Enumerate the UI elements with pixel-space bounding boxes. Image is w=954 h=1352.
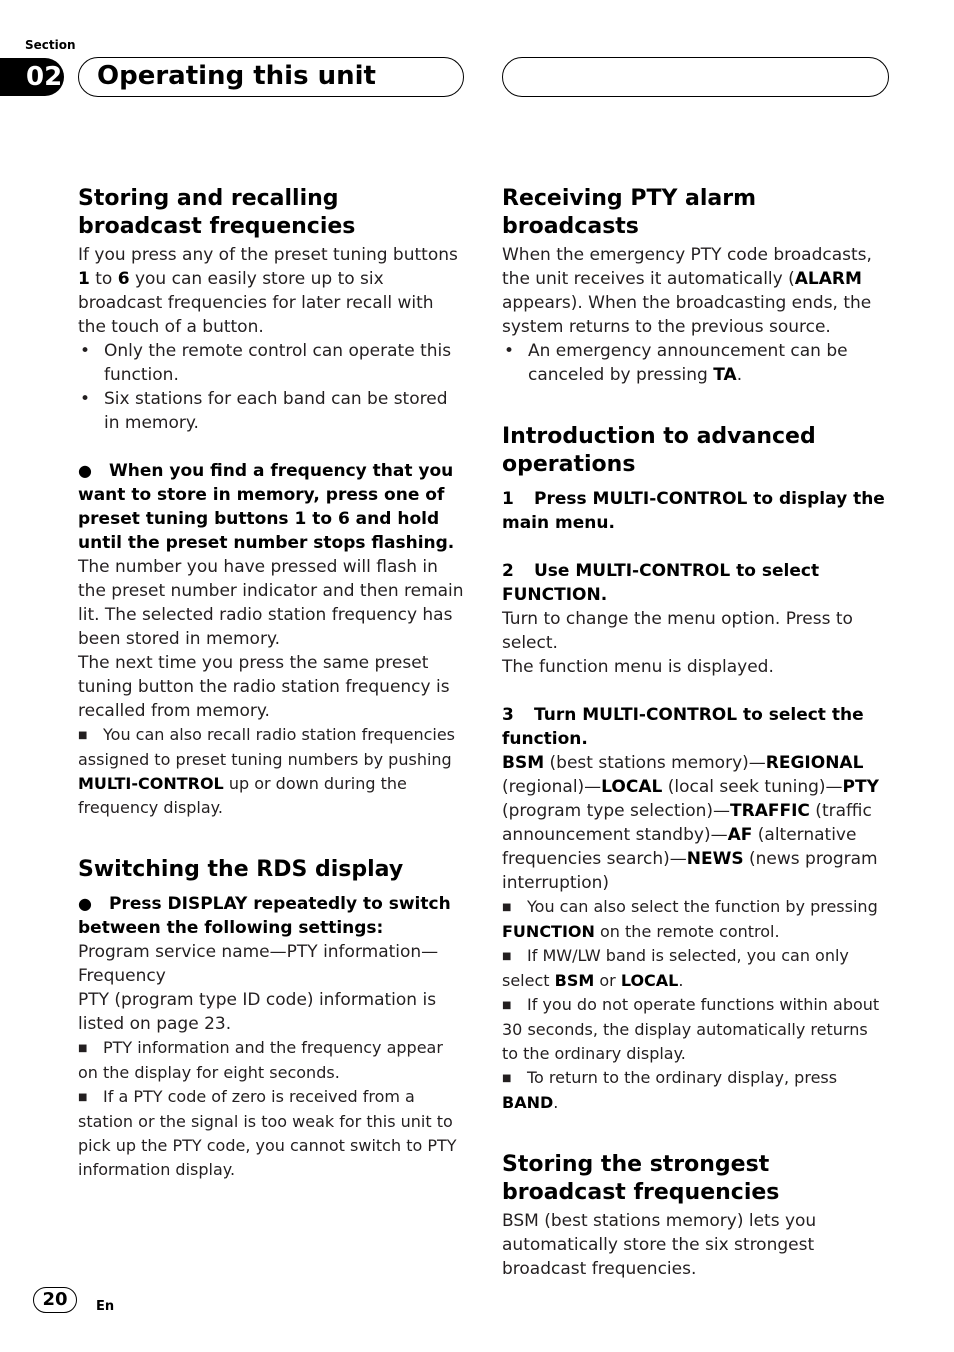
function-list: BSM (best stations memory)—REGIONAL (regional)—LOCAL (local seek tuning)—PTY (program type selection)—TRAFFIC (traffic announcement standby)—AF (alternative frequencies search)—NEWS (news program interruption) <box>502 753 879 893</box>
heading-storing: Storing and recalling broadcast frequencies <box>78 186 356 239</box>
storing-bullets <box>78 339 464 435</box>
adv-step-2: 2 Use MULTI-CONTROL to select FUNCTION. <box>502 561 820 605</box>
list-item: • Only the remote control can operate this function. <box>78 339 464 387</box>
rds-body-2: PTY (program type ID code) information is listed on page 23. <box>78 990 437 1034</box>
section-label: Section <box>25 38 76 52</box>
bsm-body: BSM (best stations memory) lets you automatically store the six strongest broadcast frequencies. <box>502 1211 817 1279</box>
rds-step: ● Press DISPLAY repeatedly to switch between the following settings: <box>78 894 451 938</box>
note-square-icon: ■ <box>502 1073 512 1084</box>
language-label: En <box>96 1299 115 1314</box>
rds-body-1: Program service name—PTY information—Frequency <box>78 942 439 986</box>
list-item: • An emergency announcement can be canceled by pressing TA. <box>502 339 888 387</box>
storing-intro: If you press any of the preset tuning buttons 1 to 6 you can easily store up to six broadcast frequencies for later recall with the touch of a button. <box>78 245 458 337</box>
rds-note-2: ■ If a PTY code of zero is received from a station or the signal is too weak for this unit to pick up the PTY code, you cannot switch to PTY information display. <box>78 1087 457 1179</box>
pty-body: When the emergency PTY code broadcasts, the unit receives it automatically (ALARM appears). When the broadcasting ends, the system returns to the previous source. <box>502 245 872 337</box>
note-square-icon: ■ <box>78 730 88 741</box>
adv-step-1: 1 Press MULTI-CONTROL to display the main menu. <box>502 489 885 533</box>
heading-rds: Switching the RDS display <box>78 857 404 882</box>
storing-body-2: The next time you press the same preset tuning button the radio station frequency is recalled from memory. <box>78 653 450 721</box>
list-item: • Six stations for each band can be stored in memory. <box>78 387 464 435</box>
heading-advanced: Introduction to advanced operations <box>502 424 816 477</box>
adv-note-1: ■ You can also select the function by pressing FUNCTION on the remote control. <box>502 897 878 941</box>
storing-step: ● When you find a frequency that you want to store in memory, press one of preset tuning buttons 1 to 6 and hold until the preset number stops flashing. <box>78 461 455 553</box>
left-column <box>78 185 464 1182</box>
adv-note-4: ■ To return to the ordinary display, press BAND. <box>502 1068 838 1112</box>
adv-note-2: ■ If MW/LW band is selected, you can only select BSM or LOCAL. <box>502 946 849 990</box>
bullet-dot-icon: ● <box>78 894 92 913</box>
note-square-icon: ■ <box>78 1092 88 1103</box>
adv-step-3: 3 Turn MULTI-CONTROL to select the function. <box>502 705 864 749</box>
storing-body-1: The number you have pressed will flash in the preset number indicator and then remain lit. The selected radio station frequency has been stored in memory. <box>78 557 464 649</box>
note-square-icon: ■ <box>502 1000 512 1011</box>
note-square-icon: ■ <box>78 1043 88 1054</box>
pty-bullets <box>502 339 888 387</box>
right-column <box>502 185 888 1281</box>
storing-note: ■ You can also recall radio station frequencies assigned to preset tuning numbers by pushing MULTI-CONTROL up or down during the frequency display. <box>78 725 456 817</box>
note-square-icon: ■ <box>502 902 512 913</box>
header-empty-box <box>502 57 889 97</box>
heading-bsm: Storing the strongest broadcast frequencies <box>502 1152 780 1205</box>
adv-note-3: ■ If you do not operate functions within about 30 seconds, the display automatically returns to the ordinary display. <box>502 995 880 1063</box>
rds-note-1: ■ PTY information and the frequency appear on the display for eight seconds. <box>78 1038 443 1082</box>
adv-step-2-body-2: The function menu is displayed. <box>502 657 774 677</box>
section-number-badge: 02 <box>0 58 64 96</box>
page-title: Operating this unit <box>78 57 464 97</box>
adv-step-2-body-1: Turn to change the menu option. Press to select. <box>502 609 853 653</box>
heading-pty-alarm: Receiving PTY alarm broadcasts <box>502 186 757 239</box>
page-number: 20 <box>33 1287 77 1313</box>
bullet-dot-icon: ● <box>78 461 92 480</box>
note-square-icon: ■ <box>502 951 512 962</box>
